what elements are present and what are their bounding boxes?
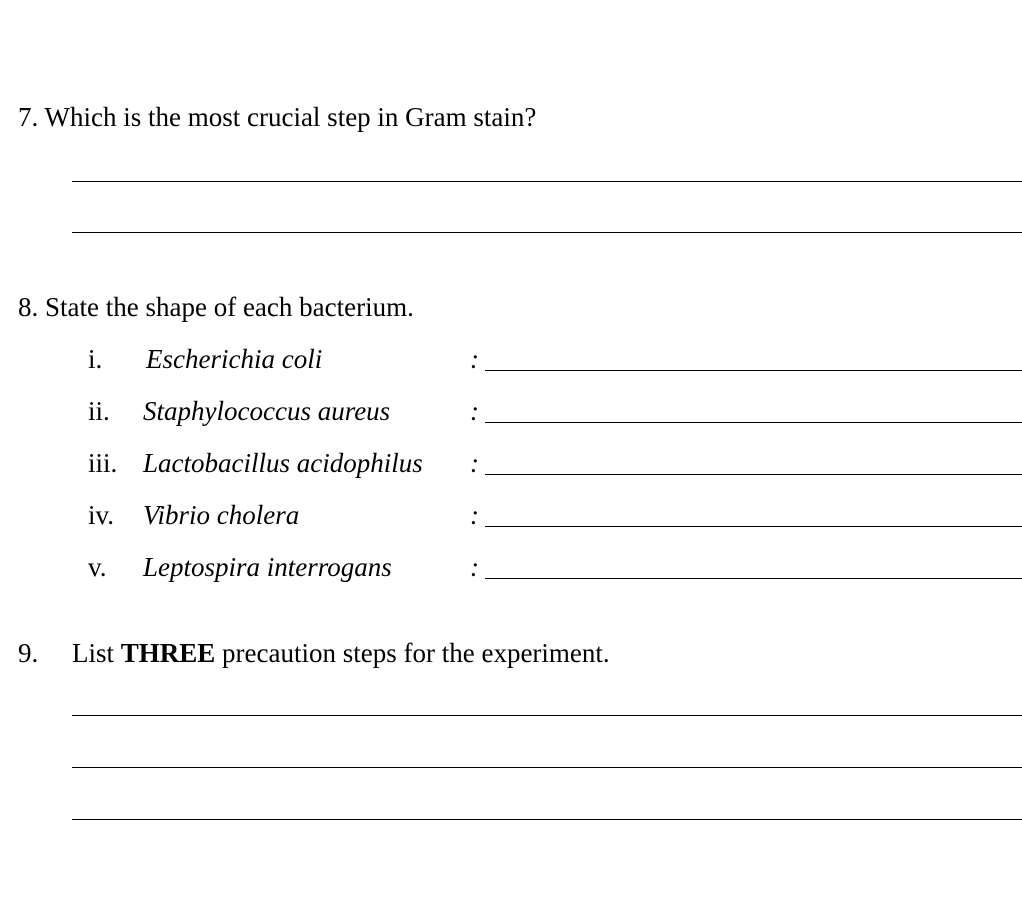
q7-answer-line-1[interactable] <box>72 181 1022 182</box>
colon: : <box>470 552 479 582</box>
q9-answer-line-2[interactable] <box>72 767 1022 768</box>
q8-item-1 <box>0 343 1022 375</box>
q9-answer-line-1[interactable] <box>72 715 1022 716</box>
item-number: ii. <box>88 396 110 426</box>
colon: : <box>470 344 479 374</box>
q8-item-4-answer-line[interactable] <box>485 526 1022 527</box>
q9-text-post: precaution steps for the experiment. <box>215 638 610 668</box>
q9-answer-line-3[interactable] <box>72 819 1022 820</box>
bacterium-name: Leptospira interrogans <box>143 552 392 582</box>
item-number: v. <box>88 552 107 582</box>
q8-item-1-answer-line[interactable] <box>485 370 1022 371</box>
item-number: i. <box>88 344 103 374</box>
q8-item-2 <box>0 395 1022 427</box>
item-number: iii. <box>88 448 118 478</box>
q8-item-5 <box>0 551 1022 583</box>
bacterium-name: Staphylococcus aureus <box>143 396 391 426</box>
q9-text-pre: List <box>72 638 121 668</box>
bacterium-name: Escherichia coli <box>146 344 323 374</box>
colon: : <box>470 396 479 426</box>
colon: : <box>470 500 479 530</box>
q8-item-3-answer-line[interactable] <box>485 474 1022 475</box>
q8-item-2-answer-line[interactable] <box>485 422 1022 423</box>
bacterium-name: Lactobacillus acidophilus <box>143 448 423 478</box>
bacterium-name: Vibrio cholera <box>143 500 300 530</box>
question-8-text: 8. State the shape of each bacterium. <box>18 292 414 322</box>
colon: : <box>470 448 479 478</box>
q7-answer-line-2[interactable] <box>72 232 1022 233</box>
q8-item-4 <box>0 499 1022 531</box>
q8-item-3 <box>0 447 1022 479</box>
q9-text-bold: THREE <box>120 638 216 668</box>
question-9-text <box>72 637 610 669</box>
q8-item-5-answer-line[interactable] <box>485 578 1022 579</box>
item-number: iv. <box>88 500 114 530</box>
question-9-number: 9. <box>18 638 39 668</box>
question-7-text: 7. Which is the most crucial step in Gram stain? <box>18 102 537 132</box>
